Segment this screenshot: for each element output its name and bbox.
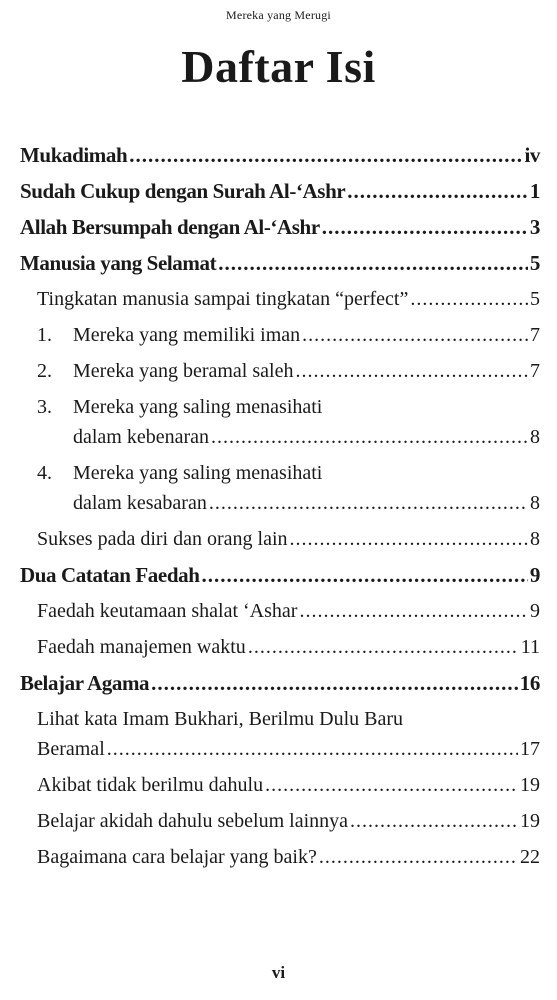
toc-item-number: 3. — [37, 396, 52, 418]
dot-leader — [290, 524, 529, 554]
dot-leader — [347, 176, 528, 206]
toc-page-number: 22 — [520, 846, 540, 868]
toc-page-number: 5 — [529, 251, 540, 275]
page-number: vi — [271, 963, 286, 982]
dot-leader — [151, 668, 518, 698]
dot-leader — [129, 140, 522, 170]
toc-entry-tingkatan[interactable] — [37, 284, 540, 314]
toc-entry-title: Manusia yang Selamat — [20, 251, 217, 275]
dot-leader — [209, 488, 528, 518]
toc-entry-title-line2: Beramal — [37, 738, 105, 760]
toc-entry-dua-catatan[interactable] — [20, 560, 540, 590]
dot-leader — [218, 248, 528, 278]
toc-entry-title: Belajar akidah dahulu sebelum lainnya — [37, 810, 349, 832]
toc-entry-title-line1: Mereka yang saling menasihati — [73, 462, 323, 484]
toc-entry-title: Sudah Cukup dengan Surah Al-‘Ashr — [20, 179, 346, 203]
dot-leader — [319, 842, 518, 872]
toc-page-number: 3 — [529, 215, 540, 239]
toc-entry-title: Sukses pada diri dan orang lain — [37, 528, 288, 550]
dot-leader — [265, 770, 518, 800]
toc-page-number: 11 — [520, 636, 540, 658]
dot-leader — [295, 356, 528, 386]
dot-leader — [211, 422, 528, 452]
toc-page-number: 5 — [530, 288, 540, 310]
dot-leader — [201, 560, 527, 590]
toc-page-number: 1 — [529, 179, 540, 203]
toc-entry-faedah-shalat[interactable] — [37, 596, 540, 626]
toc-entry-faedah-waktu[interactable] — [37, 632, 540, 662]
toc-page-number: 8 — [530, 492, 540, 514]
toc-entry-akibat[interactable] — [37, 770, 540, 800]
toc-page-number: 8 — [530, 528, 540, 550]
toc-item-number: 1. — [37, 324, 52, 346]
toc-entry-title: Faedah manajemen waktu — [37, 636, 246, 658]
toc-entry-title: Dua Catatan Faedah — [20, 563, 200, 587]
toc-entry-title-line1: Lihat kata Imam Bukhari, Berilmu Dulu Baru — [37, 708, 404, 730]
toc-entry-title: Belajar Agama — [20, 671, 150, 695]
toc-entry-title: Tingkatan manusia sampai tingkatan “perfect” — [37, 288, 409, 310]
toc-page-number: iv — [524, 143, 540, 167]
toc-entry-title-line2: dalam kebenaran — [73, 426, 210, 448]
toc-entry-bagaimana[interactable] — [37, 842, 540, 872]
toc-item-number: 4. — [37, 462, 52, 484]
toc-page-number: 19 — [520, 774, 540, 796]
toc-entry-title: Mereka yang memiliki iman — [73, 324, 301, 346]
toc-entry-title: Mukadimah — [20, 143, 128, 167]
toc-entry-title: Mereka yang beramal saleh — [73, 360, 294, 382]
toc-entry-allah-bersumpah[interactable] — [20, 212, 540, 242]
running-header: Mereka yang Merugi — [226, 8, 331, 22]
dot-leader — [248, 632, 519, 662]
toc-entry-sudah-cukup[interactable] — [20, 176, 540, 206]
toc-page-number: 17 — [520, 738, 540, 760]
toc-entry-title: Faedah keutamaan shalat ‘Ashar — [37, 600, 298, 622]
dot-leader — [350, 806, 518, 836]
toc-entry-belajar-agama[interactable] — [20, 668, 540, 698]
dot-leader — [302, 320, 528, 350]
toc-entry-title: Akibat tidak berilmu dahulu — [37, 774, 264, 796]
toc-page-number: 7 — [530, 360, 540, 382]
toc-entry-iman[interactable] — [37, 320, 540, 350]
toc-entry-imam-bukhari[interactable] — [37, 704, 540, 764]
toc-page-number: 9 — [530, 600, 540, 622]
toc-entry-title-line1: Mereka yang saling menasihati — [73, 396, 323, 418]
dot-leader — [299, 596, 528, 626]
toc-page-number: 9 — [529, 563, 540, 587]
toc-page-number: 8 — [530, 426, 540, 448]
toc-item-number: 2. — [37, 360, 52, 382]
toc-entry-kebenaran[interactable] — [37, 392, 540, 452]
toc-entry-title: Allah Bersumpah dengan Al-‘Ashr — [20, 215, 320, 239]
toc-entry-sukses[interactable] — [37, 524, 540, 554]
toc-page-number: 7 — [530, 324, 540, 346]
dot-leader — [107, 734, 518, 764]
toc-entry-manusia-selamat[interactable] — [20, 248, 540, 278]
toc-entry-beramal[interactable] — [37, 356, 540, 386]
toc-entry-title: Bagaimana cara belajar yang baik? — [37, 846, 317, 868]
toc-entry-kesabaran[interactable] — [37, 458, 540, 518]
toc-entry-title-line2: dalam kesabaran — [73, 492, 207, 514]
dot-leader — [322, 212, 528, 242]
page-title: Daftar Isi — [181, 41, 376, 92]
toc-entry-mukadimah[interactable] — [20, 140, 540, 170]
toc-entry-akidah[interactable] — [37, 806, 540, 836]
toc-page-number: 19 — [520, 810, 540, 832]
toc-page-number: 16 — [519, 671, 540, 695]
dot-leader — [410, 284, 528, 314]
